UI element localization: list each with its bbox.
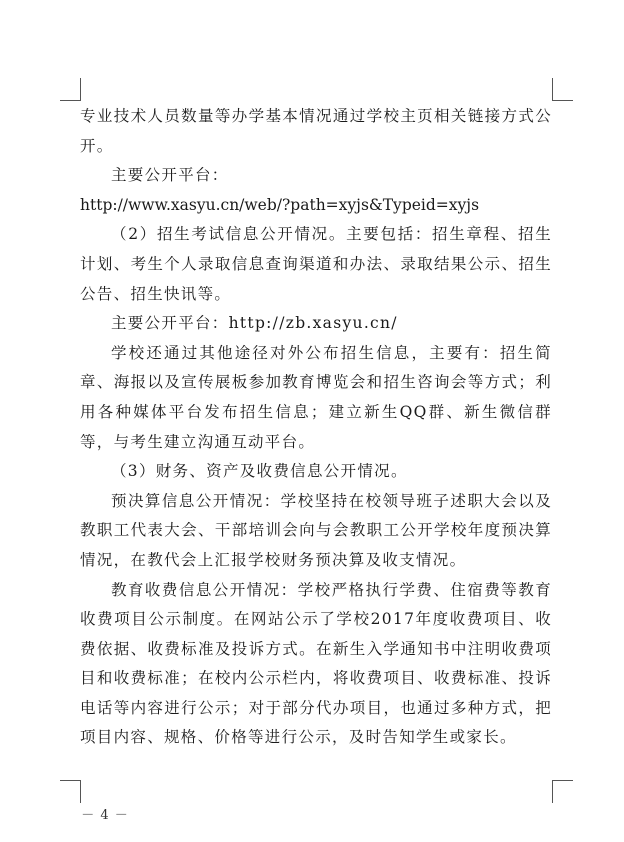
paragraph-platform-url: http://www.xasyu.cn/web/?path=xyjs&Typeid=xyjs [80, 195, 480, 214]
paragraph-finance-heading: （3）财务、资产及收费信息公开情况。 [111, 462, 408, 481]
paragraph-other-channels: 学校还通过其他途径对外公布招生信息，主要有：招生简章、海报以及宣传展板参加教育博览会和招生咨询会等方式；利用各种媒体平台发布招生信息；建立新生QQ群、新生微信群等，与考生建立沟通互动平台。 [80, 343, 552, 451]
document-body [80, 102, 552, 753]
paragraph-admission-info: （2）招生考试信息公开情况。主要包括：招生章程、招生计划、考生个人录取信息查询渠道和办法、录取结果公示、招生公告、招生快讯等。 [80, 225, 552, 303]
corner-mark-bottom-right [552, 780, 573, 803]
paragraph-platform-label: 主要公开平台： [111, 166, 229, 185]
corner-mark-top-right [552, 78, 573, 101]
paragraph-fee-info: 教育收费信息公开情况：学校严格执行学费、住宿费等教育收费项目公示制度。在网站公示了学校2017年度收费项目、收费依据、收费标准及投诉方式。在新生入学通知书中注明收费项目和收费标准；在校内公示栏内，将收费项目、收费标准、投诉电话等内容进行公示；对于部分代办项目，也通过多种方式，把项目内容、规格、价格等进行公示，及时告知学生或家长。 [80, 580, 552, 747]
page-number: － 4 － [81, 808, 129, 823]
corner-mark-top-left [60, 78, 81, 101]
corner-mark-bottom-left [60, 780, 81, 803]
paragraph-admission-platform: 主要公开平台：http://zb.xasyu.cn/ [111, 314, 398, 333]
paragraph-budget-info: 预决算信息公开情况：学校坚持在校领导班子述职大会以及教职工代表大会、干部培训会向与会教职工公开学校年度预决算情况，在教代会上汇报学校财务预决算及收支情况。 [80, 491, 552, 569]
paragraph-continuation: 专业技术人员数量等办学基本情况通过学校主页相关链接方式公开。 [80, 107, 552, 155]
